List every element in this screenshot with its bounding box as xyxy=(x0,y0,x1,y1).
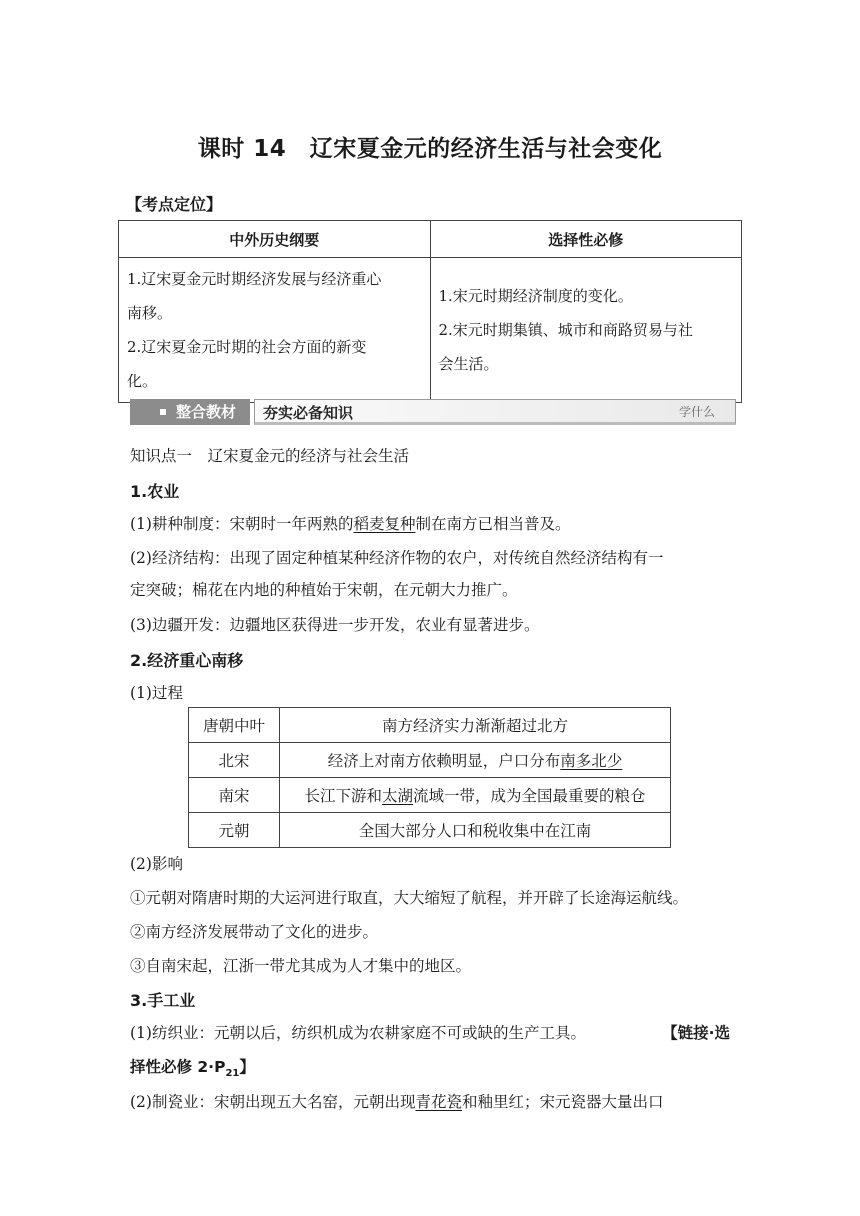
outline-line: 1.宋元时期经济制度的变化。 xyxy=(438,287,633,305)
table-cell-desc xyxy=(280,743,671,778)
table-cell-period: 南宋 xyxy=(189,778,280,813)
banner-right xyxy=(254,399,736,425)
paragraph-farming-system xyxy=(130,512,571,534)
outline-cell-col1 xyxy=(119,258,431,403)
table-cell-desc xyxy=(280,708,671,743)
outline-line: 2.辽宋夏金元时期的社会方面的新变 xyxy=(127,338,367,356)
underlined-term: 太湖 xyxy=(381,787,413,805)
table-cell-period: 唐朝中叶 xyxy=(189,708,280,743)
table-cell-period: 元朝 xyxy=(189,813,280,848)
text-run: (1)耕种制度：宋朝时一年两熟的 xyxy=(130,515,354,533)
underlined-term: 青花瓷 xyxy=(415,1093,462,1111)
impact-item-1: ①元朝对隋唐时期的大运河进行取直，大大缩短了航程，并开辟了长途海运航线。 xyxy=(130,889,689,907)
outline-header-col1: 中外历史纲要 xyxy=(119,221,431,258)
text-run: 南方经济实力渐渐超过北方 xyxy=(381,717,568,735)
text-run: (1)纺织业：元朝以后，纺织机成为农耕家庭不可或缺的生产工具。 xyxy=(130,1024,586,1042)
paragraph-porcelain xyxy=(130,1090,664,1112)
text-run: 和釉里红；宋元瓷器大量出口 xyxy=(461,1093,664,1111)
text-run: 全国大部分人口和税收集中在江南 xyxy=(358,822,592,840)
outline-line: 会生活。 xyxy=(438,355,499,373)
banner-right-label: 夯实必备知识 xyxy=(263,404,354,422)
section-heading-handicraft: 3.手工业 xyxy=(130,991,196,1010)
underlined-term: 南多北少 xyxy=(560,752,623,770)
banner-left xyxy=(130,399,250,425)
impact-item-3: ③自南宋起，江浙一带尤其成为人才集中的地区。 xyxy=(130,957,472,975)
section-banner xyxy=(130,399,736,425)
outline-header-col2: 选择性必修 xyxy=(430,221,742,258)
process-label: (1)过程 xyxy=(130,684,183,702)
text-run: 经济上对南方依赖明显，户口分布 xyxy=(327,752,561,770)
table-cell-desc xyxy=(280,778,671,813)
outline-cell-col2 xyxy=(430,258,742,403)
impact-label: (2)影响 xyxy=(130,855,183,873)
text-run: 长江下游和 xyxy=(304,787,382,805)
section-heading-agriculture: 1.农业 xyxy=(130,482,180,501)
link-reference[interactable]: 【链接·选 xyxy=(662,1024,730,1042)
table-row xyxy=(189,708,671,743)
text-run: (2)制瓷业：宋朝出现五大名窑，元朝出现 xyxy=(130,1093,416,1111)
banner-left-label: 整合教材 xyxy=(176,403,237,421)
outline-line: 2.宋元时期集镇、城市和商路贸易与社 xyxy=(438,321,693,339)
banner-small-label: 学什么 xyxy=(678,405,715,419)
process-table xyxy=(188,707,671,848)
paragraph-economic-structure-2: 定突破；棉花在内地的种植始于宋朝，在元朝大力推广。 xyxy=(130,581,518,599)
paragraph-textile-2[interactable] xyxy=(130,1055,255,1079)
page-title: 课时 14 辽宋夏金元的经济生活与社会变化 xyxy=(197,136,663,162)
outline-line: 化。 xyxy=(127,372,158,390)
outline-table xyxy=(118,220,742,403)
section-label-kaodian: 【考点定位】 xyxy=(126,195,223,214)
outline-line: 1.辽宋夏金元时期经济发展与经济重心 xyxy=(127,270,382,288)
table-row xyxy=(189,778,671,813)
text-run: 择性必修 2·P xyxy=(130,1058,226,1076)
text-run: 】 xyxy=(239,1058,255,1076)
text-run: 流域一带，成为全国最重要的粮仓 xyxy=(413,787,646,805)
underlined-term: 稻麦复种 xyxy=(353,515,416,533)
section-heading-economic-shift: 2.经济重心南移 xyxy=(130,651,244,670)
impact-item-2: ②南方经济发展带动了文化的进步。 xyxy=(130,923,379,941)
paragraph-textile-1 xyxy=(130,1021,730,1043)
table-cell-desc xyxy=(280,813,671,848)
table-cell-period: 北宋 xyxy=(189,743,280,778)
knowledge-point-heading: 知识点一 辽宋夏金元的经济与社会生活 xyxy=(130,447,410,465)
paragraph-frontier: (3)边疆开发：边疆地区获得进一步开发，农业有显著进步。 xyxy=(130,616,540,634)
text-run: 制在南方已相当普及。 xyxy=(415,515,571,533)
table-row xyxy=(189,813,671,848)
table-row xyxy=(189,743,671,778)
subscript: 21 xyxy=(225,1068,240,1080)
paragraph-economic-structure-1: (2)经济结构：出现了固定种植某种经济作物的农户，对传统自然经济结构有一 xyxy=(130,549,664,567)
square-bullet-icon xyxy=(160,409,166,415)
outline-line: 南移。 xyxy=(127,304,173,322)
